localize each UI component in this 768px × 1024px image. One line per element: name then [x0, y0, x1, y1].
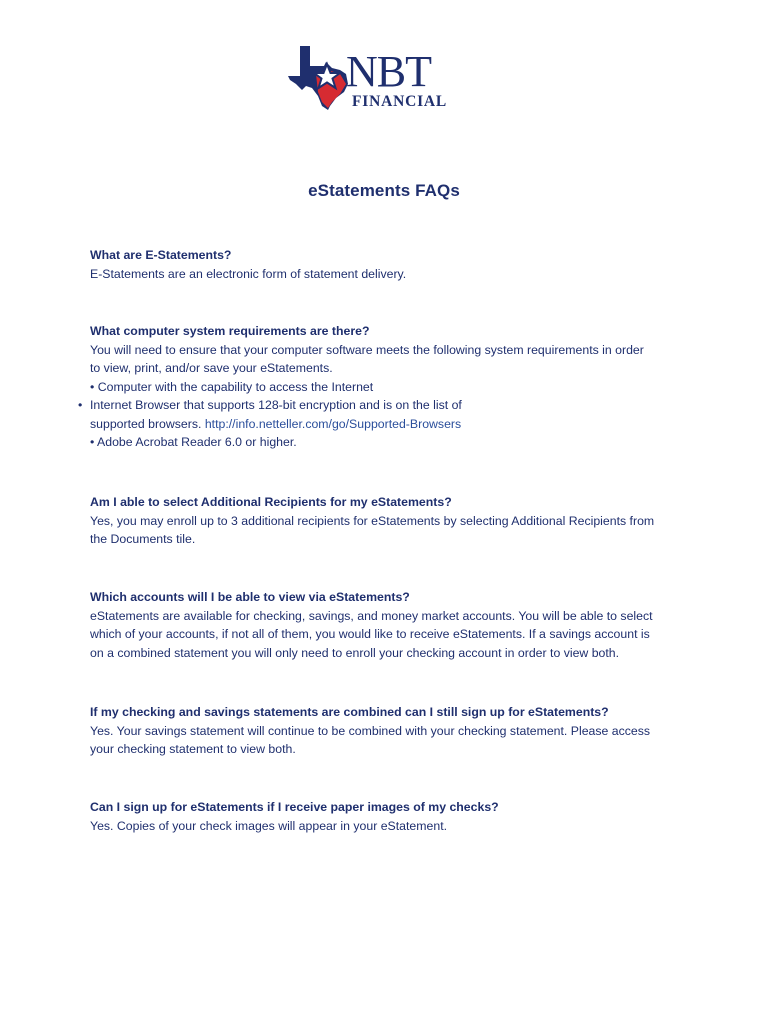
logo-subtitle: FINANCIAL [352, 93, 448, 110]
faq-item-additional-recipients [90, 493, 690, 549]
faq-answer-line: on a combined statement you will only need to enroll your checking account in order to view both. [90, 645, 620, 660]
faq-answer-line: the Documents tile. [90, 532, 196, 546]
requirement-bullet-continuation [90, 415, 690, 434]
supported-browsers-link[interactable]: http://info.netteller.com/go/Supported-Browsers [204, 416, 462, 431]
texas-star-logo-icon [286, 44, 466, 114]
faq-answer-line: You will need to ensure that your computer software meets the following system requirements in order [90, 342, 644, 357]
faq-answer: E-Statements are an electronic form of statement delivery. [90, 266, 407, 281]
faq-item-which-accounts [90, 588, 690, 662]
faq-question: Can I sign up for eStatements if I receive paper images of my checks? [90, 800, 499, 814]
faq-answer-line: your checking statement to view both. [90, 742, 296, 756]
faq-answer-line: eStatements are available for checking, savings, and money market accounts. You will be able to select [90, 608, 653, 623]
faq-item-system-requirements [78, 322, 690, 452]
faq-answer-line: Yes. Your savings statement will continue to be combined with your checking statement. Please access [90, 723, 651, 738]
faq-item-paper-check-images [90, 798, 690, 835]
requirement-bullet: • Computer with the capability to access the Internet [90, 379, 374, 394]
requirement-bullet: • Adobe Acrobat Reader 6.0 or higher. [90, 435, 297, 449]
requirement-bullet-text: Internet Browser that supports 128-bit encryption and is on the list of [90, 398, 462, 412]
faq-item-combined-statements [90, 703, 690, 759]
faq-answer-line: which of your accounts, if not all of them, you would like to receive eStatements. If a savings account is [90, 627, 650, 641]
bullet-dot: • [78, 398, 83, 412]
faq-question: If my checking and savings statements are combined can I still sign up for eStatements? [90, 705, 609, 719]
faq-question: Which accounts will I be able to view via eStatements? [90, 590, 410, 604]
faq-question: What are E-Statements? [90, 248, 232, 262]
faq-question: What computer system requirements are there? [90, 324, 370, 338]
logo-wordmark: NBT [346, 47, 431, 96]
nbt-financial-logo [286, 44, 466, 114]
requirement-bullet-text: supported browsers. [90, 416, 205, 431]
requirement-bullet [78, 396, 690, 415]
faq-item-what-are-estatements [90, 246, 690, 283]
faq-answer-line: Yes, you may enroll up to 3 additional recipients for eStatements by selecting Additional Recipients from [90, 513, 655, 528]
faq-question: Am I able to select Additional Recipients for my eStatements? [90, 495, 452, 509]
faq-answer-line: to view, print, and/or save your eStatements. [90, 361, 333, 375]
page-title: eStatements FAQs [308, 181, 460, 200]
faq-answer: Yes. Copies of your check images will appear in your eStatement. [90, 818, 448, 833]
